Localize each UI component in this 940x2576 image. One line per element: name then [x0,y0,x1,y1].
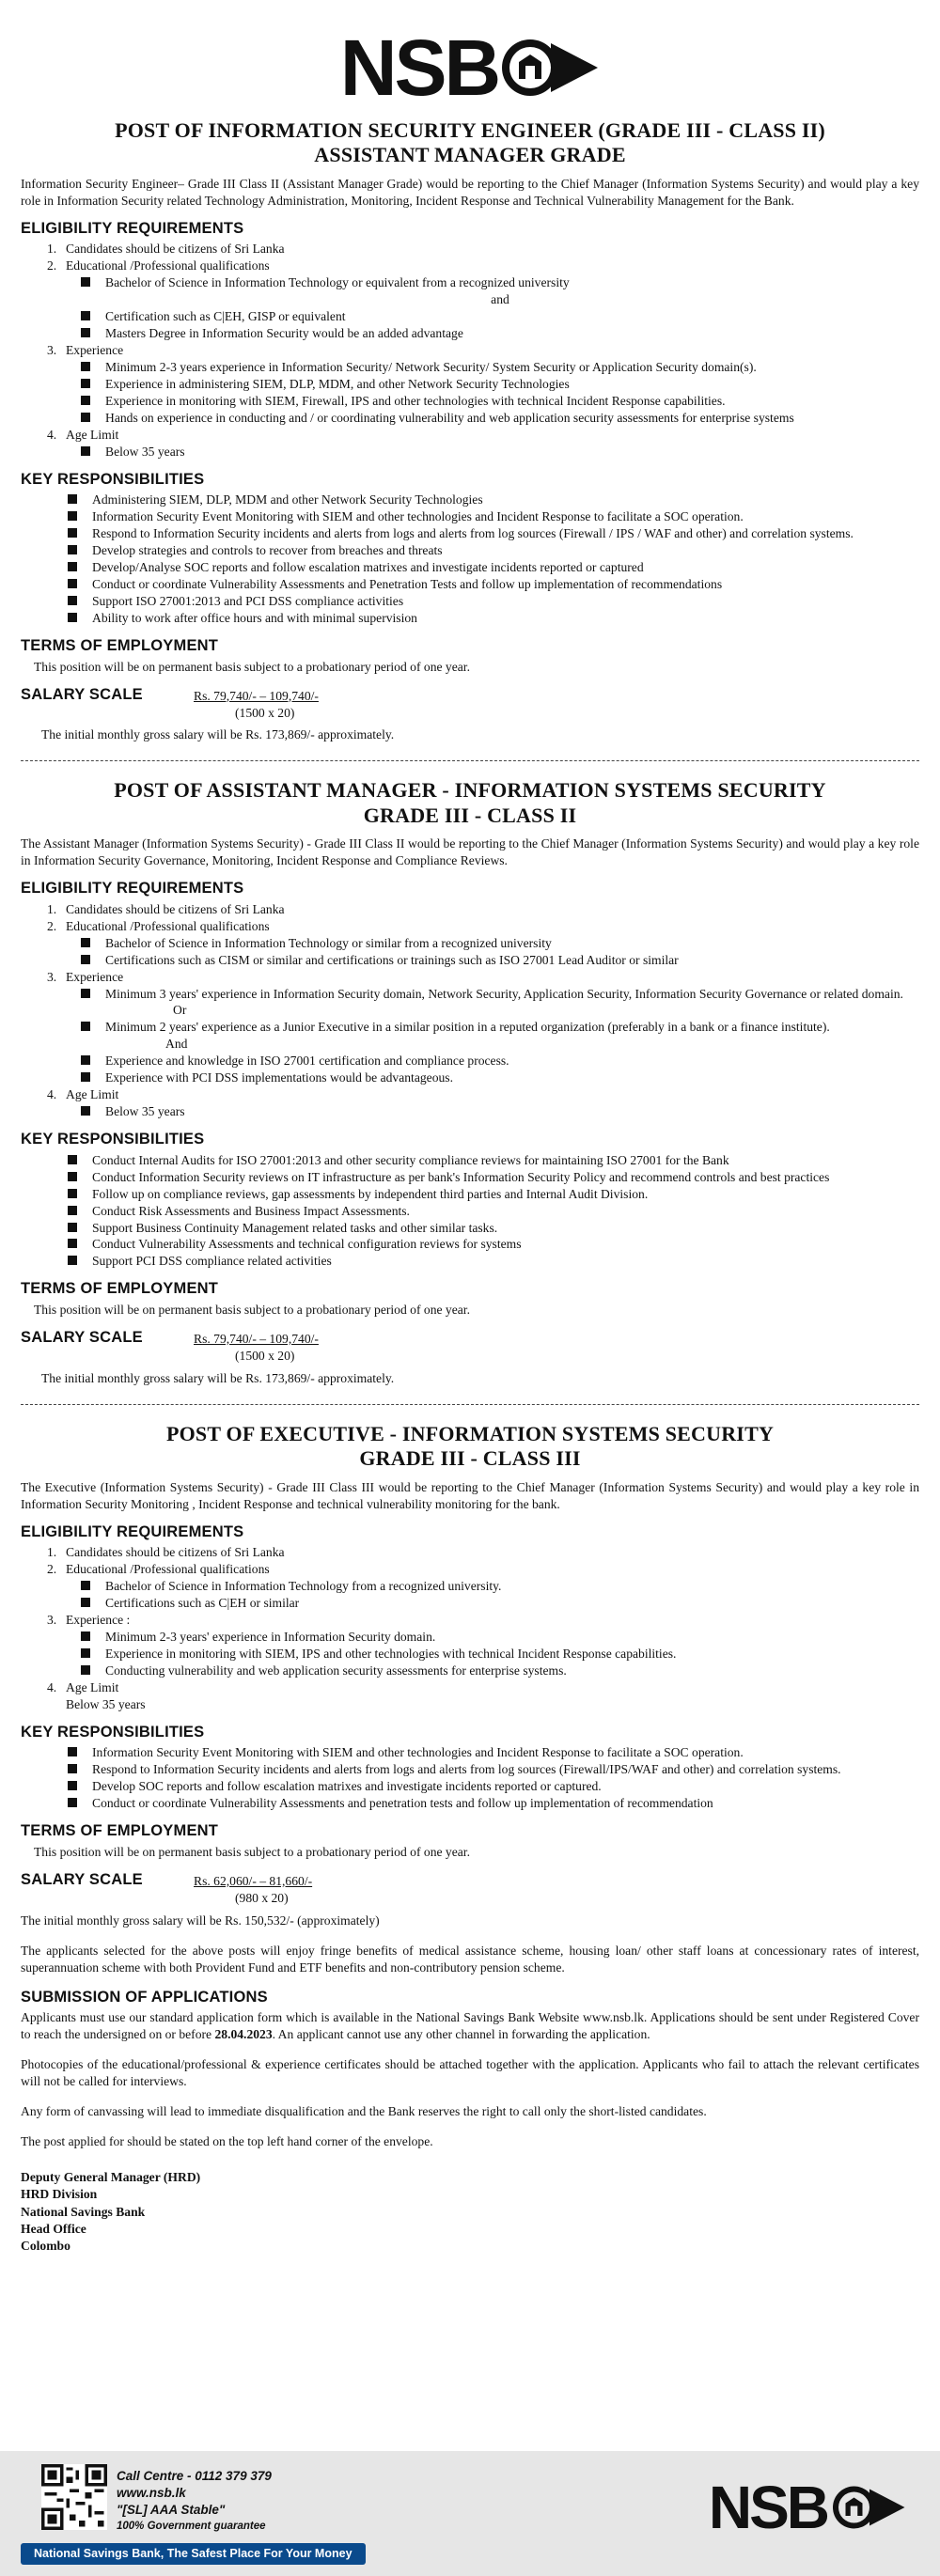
list-item: Conducting vulnerability and web application security assessments for enterprise systems. [81,1663,919,1679]
list-item: 1. Candidates should be citizens of Sri Lanka [47,901,285,916]
list-item: Conduct or coordinate Vulnerability Assessments and Penetration Tests and follow up implementation of recommendations [68,576,919,593]
square-bullet-icon [68,613,77,622]
post1-responsibilities-list [68,492,919,627]
list-item: Below 35 years [81,444,919,461]
square-bullet-icon [68,1172,77,1181]
square-bullet-icon [68,1155,77,1164]
square-bullet-icon [68,596,77,605]
nsb-emblem-icon [494,30,600,105]
list-item: 3. Experience [47,969,124,984]
square-bullet-icon [81,1022,90,1031]
list-item: Respond to Information Security incidents and alerts from logs and alerts from log sources (Firewall/IPS/WAF and other) and correlation systems. [68,1761,919,1778]
square-bullet-icon [81,989,90,998]
square-bullet-icon [68,562,77,571]
photocopies-text: Photocopies of the educational/professional & experience certificates should be attached together with the application. Applicants who fail to attach the relevant certificates will not be called for interviews. [21,2057,919,2089]
square-bullet-icon [81,1055,90,1065]
post1-responsibilities-heading: KEY RESPONSIBILITIES [21,470,205,488]
list-item: Support ISO 27001:2013 and PCI DSS compliance activities [68,593,919,610]
list-item: Develop strategies and controls to recover from breaches and threats [68,542,919,559]
list-item: Conduct Risk Assessments and Business Impact Assessments. [68,1203,919,1220]
post2-intro: The Assistant Manager (Information Systems Security) - Grade III Class II would be reporting to the Chief Manager (Information Systems Security) and would play a key role in Information Security Governance, Monitoring, Incident Response and Compliance Reviews. [21,836,919,868]
list-item: Experience in administering SIEM, DLP, MDM, and other Network Security Technologies [81,376,919,393]
square-bullet-icon [68,1189,77,1198]
square-bullet-icon [68,1206,77,1215]
post1-salary-heading: SALARY SCALE [21,685,143,703]
square-bullet-icon [81,362,90,371]
post2-responsibilities-heading: KEY RESPONSIBILITIES [21,1131,205,1147]
square-bullet-icon [81,1648,90,1658]
list-item: 4. Age Limit [47,427,119,442]
list-item: 3. Experience : [47,1613,131,1628]
square-bullet-icon [68,579,77,588]
post1-salary-step: (1500 x 20) [235,705,295,720]
post3-terms-heading: TERMS OF EMPLOYMENT [21,1822,219,1840]
square-bullet-icon [68,494,77,504]
guarantee: 100% Government guarantee [117,2520,266,2532]
square-bullet-icon [81,1665,90,1675]
post2-title: POST OF ASSISTANT MANAGER - INFORMATION SYSTEMS SECURITY GRADE III - CLASS II [114,778,826,827]
post1-title: POST OF INFORMATION SECURITY ENGINEER (GRADE III - CLASS II) ASSISTANT MANAGER GRADE [115,118,825,167]
section-divider [21,760,919,761]
signature-block: Deputy General Manager (HRD) HRD Division National Savings Bank Head Office Colombo [21,2169,201,2254]
square-bullet-icon [81,396,90,405]
post2-terms: This position will be on permanent basis subject to a probationary period of one year. [34,1303,470,1318]
list-item: Bachelor of Science in Information Technology from a recognized university. [81,1578,919,1595]
post1-intro: Information Security Engineer– Grade III Class II (Assistant Manager Grade) would be reporting to the Chief Manager (Information Systems Security) and would play a key role in Information Security related Technology Administration, Monitoring, Incident Response and Technical Vulnerability Management for the Bank. [21,176,919,208]
submission-text: Applicants must use our standard application form which is available in the National Savings Bank Website www.nsb.lk. Applications should be sent under Registered Cover to reach the undersigned on or before 28.04.2023. An applicant cannot use any other channel in forwarding the application. [21,2010,919,2042]
post1-eligibility-list: 1. Candidates should be citizens of Sri Lanka 2. Educational /Professional qualifications Bachelor of Science in Information Technology or equivalent from a recognized university and Certification such as C|EH, GISP or equivalent Masters Degree in Information Security would be an added advantage 3. Experience Minimum 2-3 years experience in Information Security/ Network Security/ System Security or Application Security domain(s). Experience in administering SIEM, DLP, MDM, and other Network Security Technologies Experience in monitoring with SIEM, Firewall, IPS and other technologies with technical Incident Response capabilities. Hands on experience in conducting and / or coordinating vulnerability and web application security assessments for enterprise systems 4. Age Limit Below 35 years [34,241,919,460]
post3-responsibilities-list [68,1744,919,1812]
list-item: Information Security Event Monitoring with SIEM and other technologies and Incident Response to facilitate a SOC operation. [68,508,919,525]
list-item: Bachelor of Science in Information Technology or equivalent from a recognized university [81,274,919,291]
list-item: Masters Degree in Information Security would be an added advantage [81,325,919,342]
square-bullet-icon [68,511,77,521]
post2-salary-range: Rs. 79,740/- – 109,740/- [194,1332,319,1347]
list-item: Develop/Analyse SOC reports and follow escalation matrixes and investigate incidents reported or captured [68,559,919,576]
post2-salary-step: (1500 x 20) [235,1348,295,1363]
list-item: 4. Age Limit [47,1679,119,1694]
common-conditions [21,1943,919,2256]
post3-eligibility-heading: ELIGIBILITY REQUIREMENTS [21,1522,244,1540]
section-divider [21,1404,919,1405]
post2-terms-heading: TERMS OF EMPLOYMENT [21,1280,219,1298]
post3-eligibility-list [34,1544,919,1712]
list-item: Support Business Continuity Management related tasks and other similar tasks. [68,1220,919,1237]
list-item: 4. Age Limit [47,1087,119,1102]
list-item: Minimum 2-3 years experience in Information Security/ Network Security/ System Security or Application Security domain(s). [81,359,919,376]
square-bullet-icon [68,1239,77,1248]
square-bullet-icon [68,1764,77,1773]
post-executive-iss [21,1422,919,1929]
post3-responsibilities-heading: KEY RESPONSIBILITIES [21,1723,205,1741]
website-link[interactable]: www.nsb.lk [117,2486,186,2501]
post3-age-limit-value: Below 35 years [66,1696,146,1711]
footer-banner [0,2451,940,2576]
post2-eligibility-list: 1. Candidates should be citizens of Sri Lanka 2. Educational /Professional qualifications Bachelor of Science in Information Technology or similar from a recognized university Certifications such as CISM or similar and certifications or trainings such as ISO 27001 Lead Auditor or similar 3. Experience Minimum 3 years' experience in Information Security domain, Network Security, Application Security, Information Security Governance or related domain. Or Minimum 2 years' experience as a Junior Executive in a similar position in a reputed organization (preferably in a bank or a finance institute). And Experience and knowledge in ISO 27001 certification and compliance process. Experience with PCI DSS implementations would be advantageous. 4. Age Limit Below 35 years [34,901,919,1120]
nsb-emblem-icon [827,2479,906,2536]
post3-salary-heading: SALARY SCALE [21,1870,143,1888]
tagline: National Savings Bank, The Safest Place For Your Money [21,2543,366,2565]
list-item: Follow up on compliance reviews, gap assessments by independent third parties and Internal Audit Division. [68,1186,919,1203]
header-logo [21,0,919,118]
post1-gross-salary: The initial monthly gross salary will be Rs. 173,869/- approximately. [41,727,395,742]
list-item: Experience and knowledge in ISO 27001 certification and compliance process. [81,1053,919,1069]
submission-heading: SUBMISSION OF APPLICATIONS [21,1988,268,2006]
square-bullet-icon [68,528,77,538]
post3-intro: The Executive (Information Systems Security) - Grade III Class III would be reporting to the Chief Manager (Information Systems Security) and would play a key role in Information Security Monitoring , Incident Response and technical vulnerability monitoring for the bank. [21,1479,919,1511]
list-item: Conduct Internal Audits for ISO 27001:2013 and other security compliance reviews for maintaining ISO 27001 for the Bank [68,1152,919,1169]
post1-terms: This position will be on permanent basis subject to a probationary period of one year. [34,659,470,674]
post1-salary [21,685,919,722]
post1-eligibility-heading: ELIGIBILITY REQUIREMENTS [21,219,244,237]
call-centre: Call Centre - 0112 379 379 [117,2469,272,2483]
list-item: 2. Educational /Professional qualifications [47,918,270,933]
list-item: Conduct or coordinate Vulnerability Assessments and penetration tests and follow up implementation of recommendation [68,1795,919,1812]
square-bullet-icon [81,1072,90,1082]
post3-salary [21,1870,919,1907]
list-item: 2. Educational /Professional qualifications [47,258,270,273]
square-bullet-icon [81,328,90,337]
list-item: Develop SOC reports and follow escalation matrixes and investigate incidents reported or captured. [68,1778,919,1795]
square-bullet-icon [68,1223,77,1232]
square-bullet-icon [81,1598,90,1607]
list-item: Conduct Vulnerability Assessments and technical configuration reviews for systems [68,1236,919,1253]
list-item: Respond to Information Security incidents and alerts from logs and alerts from log sources (Firewall / IPS / WAF and other) and correlation systems. [68,525,919,542]
list-item: Experience in monitoring with SIEM, IPS and other technologies with technical Incident Response capabilities. [81,1646,919,1663]
list-item: Experience in monitoring with SIEM, Firewall, IPS and other technologies with technical Incident Response capabilities. [81,393,919,410]
square-bullet-icon [81,1106,90,1116]
list-item: Certifications such as CISM or similar and certifications or trainings such as ISO 27001 Lead Auditor or similar [81,952,919,969]
list-item: Minimum 2-3 years' experience in Information Security domain. [81,1629,919,1646]
list-item: Minimum 3 years' experience in Information Security domain, Network Security, Application Security, Information Security Governance or related domain. [81,986,919,1003]
square-bullet-icon [81,446,90,456]
list-item: Conduct Information Security reviews on IT infrastructure as per bank's Information Security Policy and recommend controls and best practices [68,1169,919,1186]
brand-name: NSB [339,23,499,112]
envelope-text: The post applied for should be stated on the top left hand corner of the envelope. [21,2134,433,2148]
list-item: Certification such as C|EH, GISP or equivalent [81,308,919,325]
list-item: 2. Educational /Professional qualifications [47,1562,270,1577]
square-bullet-icon [81,311,90,320]
post2-eligibility-heading: ELIGIBILITY REQUIREMENTS [21,880,244,898]
footer-logo [708,2474,906,2541]
qr-code-icon [41,2464,107,2530]
post-information-security-engineer [21,118,919,743]
footer-brand-name: NSB [708,2474,827,2541]
post2-responsibilities-list [68,1152,919,1271]
post3-terms: This position will be on permanent basis subject to a probationary period of one year. [34,1844,470,1859]
post-assistant-manager-iss [21,778,919,1386]
square-bullet-icon [81,277,90,287]
list-item: Bachelor of Science in Information Technology or similar from a recognized university [81,935,919,952]
list-item: Minimum 2 years' experience as a Junior Executive in a similar position in a reputed organization (preferably in a bank or a finance institute). [81,1019,919,1036]
post2-salary-heading: SALARY SCALE [21,1329,143,1347]
closing-date: 28.04.2023 [214,2027,273,2042]
square-bullet-icon [68,1798,77,1807]
list-item: Certifications such as C|EH or similar [81,1595,919,1612]
post3-title: POST OF EXECUTIVE - INFORMATION SYSTEMS SECURITY GRADE III - CLASS III [165,1421,775,1471]
post1-terms-heading: TERMS OF EMPLOYMENT [21,636,219,654]
list-item: Experience with PCI DSS implementations would be advantageous. [81,1069,919,1086]
post1-salary-range: Rs. 79,740/- – 109,740/- [194,688,319,703]
contact-info [117,2468,272,2534]
square-bullet-icon [68,545,77,554]
square-bullet-icon [81,955,90,964]
post2-gross-salary: The initial monthly gross salary will be Rs. 173,869/- approximately. [41,1370,395,1385]
square-bullet-icon [68,1256,77,1265]
list-item: Ability to work after office hours and with minimal supervision [68,610,919,627]
list-item: 1. Candidates should be citizens of Sri Lanka [47,242,285,257]
square-bullet-icon [68,1781,77,1790]
post3-salary-step: (980 x 20) [235,1890,289,1905]
list-item: Support PCI DSS compliance related activities [68,1253,919,1270]
square-bullet-icon [68,1747,77,1756]
post2-salary [21,1328,919,1365]
post3-gross-salary: The initial monthly gross salary will be Rs. 150,532/- (approximately) [21,1912,380,1928]
square-bullet-icon [81,379,90,388]
list-item: 1. Candidates should be citizens of Sri Lanka [47,1545,285,1560]
square-bullet-icon [81,1581,90,1590]
list-item: 3. Experience [47,343,124,358]
post3-salary-range: Rs. 62,060/- – 81,660/- [194,1873,313,1888]
list-item: Information Security Event Monitoring with SIEM and other technologies and Incident Response to facilitate a SOC operation. [68,1744,919,1761]
canvassing-text: Any form of canvassing will lead to immediate disqualification and the Bank reserves the right to call only the short-listed candidates. [21,2104,707,2119]
list-item: Below 35 years [81,1103,919,1120]
list-item: Hands on experience in conducting and / or coordinating vulnerability and web application security assessments for enterprise systems [81,410,919,427]
square-bullet-icon [81,938,90,947]
list-item: Administering SIEM, DLP, MDM and other Network Security Technologies [68,492,919,508]
rating: "[SL] AAA Stable" [117,2503,226,2518]
square-bullet-icon [81,413,90,422]
square-bullet-icon [81,1631,90,1641]
benefits-text: The applicants selected for the above posts will enjoy fringe benefits of medical assistance scheme, housing loan/ other staff loans at concessionary rates of interest, superannuation scheme with both Provident Fund and ETF benefits and non-contributory pension scheme. [21,1943,919,1975]
